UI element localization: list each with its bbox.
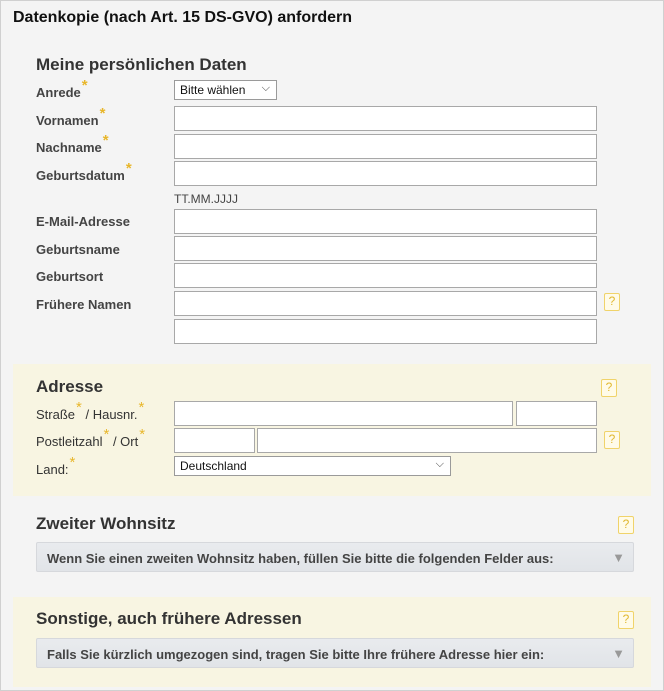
section-heading-other-addresses: Sonstige, auch frühere Adressen (36, 609, 302, 628)
help-icon[interactable]: ? (601, 379, 617, 397)
chevron-down-icon: ⌵ (261, 82, 270, 94)
fruehere-namen-input-2[interactable] (174, 319, 597, 344)
label-geburtsdatum: Geburtsdatum* (36, 160, 132, 183)
label-plz-ort: Postleitzahl* / Ort* (36, 426, 146, 449)
nachname-input[interactable] (174, 134, 597, 159)
hausnr-input[interactable] (516, 401, 597, 426)
page-title: Datenkopie (nach Art. 15 DS-GVO) anfordern (13, 9, 353, 26)
required-icon: * (99, 105, 106, 122)
required-icon: * (69, 454, 76, 471)
help-icon[interactable]: ? (618, 516, 634, 534)
other-addresses-toggle[interactable]: Falls Sie kürzlich umgezogen sind, tragen Sie bitte Ihre frühere Adresse hier ein: ▼ (36, 638, 634, 668)
triangle-down-icon: ▼ (612, 646, 625, 661)
label-geburtsort: Geburtsort (36, 269, 104, 284)
label-fruehere-namen: Frühere Namen (36, 297, 132, 312)
strasse-input[interactable] (174, 401, 513, 426)
section-heading-second-residence: Zweiter Wohnsitz (36, 514, 176, 533)
date-format-hint: TT.MM.JJJJ (174, 192, 238, 206)
anrede-select[interactable]: Bitte wählen ⌵ (174, 80, 277, 100)
section-heading-address: Adresse (36, 377, 104, 396)
required-icon: * (125, 160, 132, 177)
help-icon[interactable]: ? (604, 431, 620, 449)
help-icon[interactable]: ? (604, 293, 620, 311)
geburtsort-input[interactable] (174, 263, 597, 288)
geburtsdatum-input[interactable] (174, 161, 597, 186)
fruehere-namen-input-1[interactable] (174, 291, 597, 316)
label-nachname: Nachname* (36, 132, 109, 155)
land-select[interactable]: Deutschland ⌵ (174, 456, 451, 476)
label-email: E-Mail-Adresse (36, 214, 130, 229)
plz-input[interactable] (174, 428, 255, 453)
required-icon: * (138, 399, 145, 416)
geburtsname-input[interactable] (174, 236, 597, 261)
email-input[interactable] (174, 209, 597, 234)
label-vornamen: Vornamen* (36, 105, 106, 128)
section-heading-personal: Meine persönlichen Daten (36, 55, 247, 74)
ort-input[interactable] (257, 428, 597, 453)
triangle-down-icon: ▼ (612, 550, 625, 565)
vornamen-input[interactable] (174, 106, 597, 131)
required-icon: * (81, 77, 88, 94)
required-icon: * (139, 426, 146, 443)
label-anrede: Anrede* (36, 77, 88, 100)
chevron-down-icon: ⌵ (435, 458, 444, 470)
second-residence-toggle[interactable]: Wenn Sie einen zweiten Wohnsitz haben, füllen Sie bitte die folgenden Felder aus: ▼ (36, 542, 634, 572)
required-icon: * (103, 426, 110, 443)
label-strasse-hausnr: Straße* / Hausnr.* (36, 399, 145, 422)
help-icon[interactable]: ? (618, 611, 634, 629)
required-icon: * (76, 399, 82, 416)
label-land: Land:* (36, 454, 76, 477)
required-icon: * (102, 132, 109, 149)
label-geburtsname: Geburtsname (36, 242, 120, 257)
